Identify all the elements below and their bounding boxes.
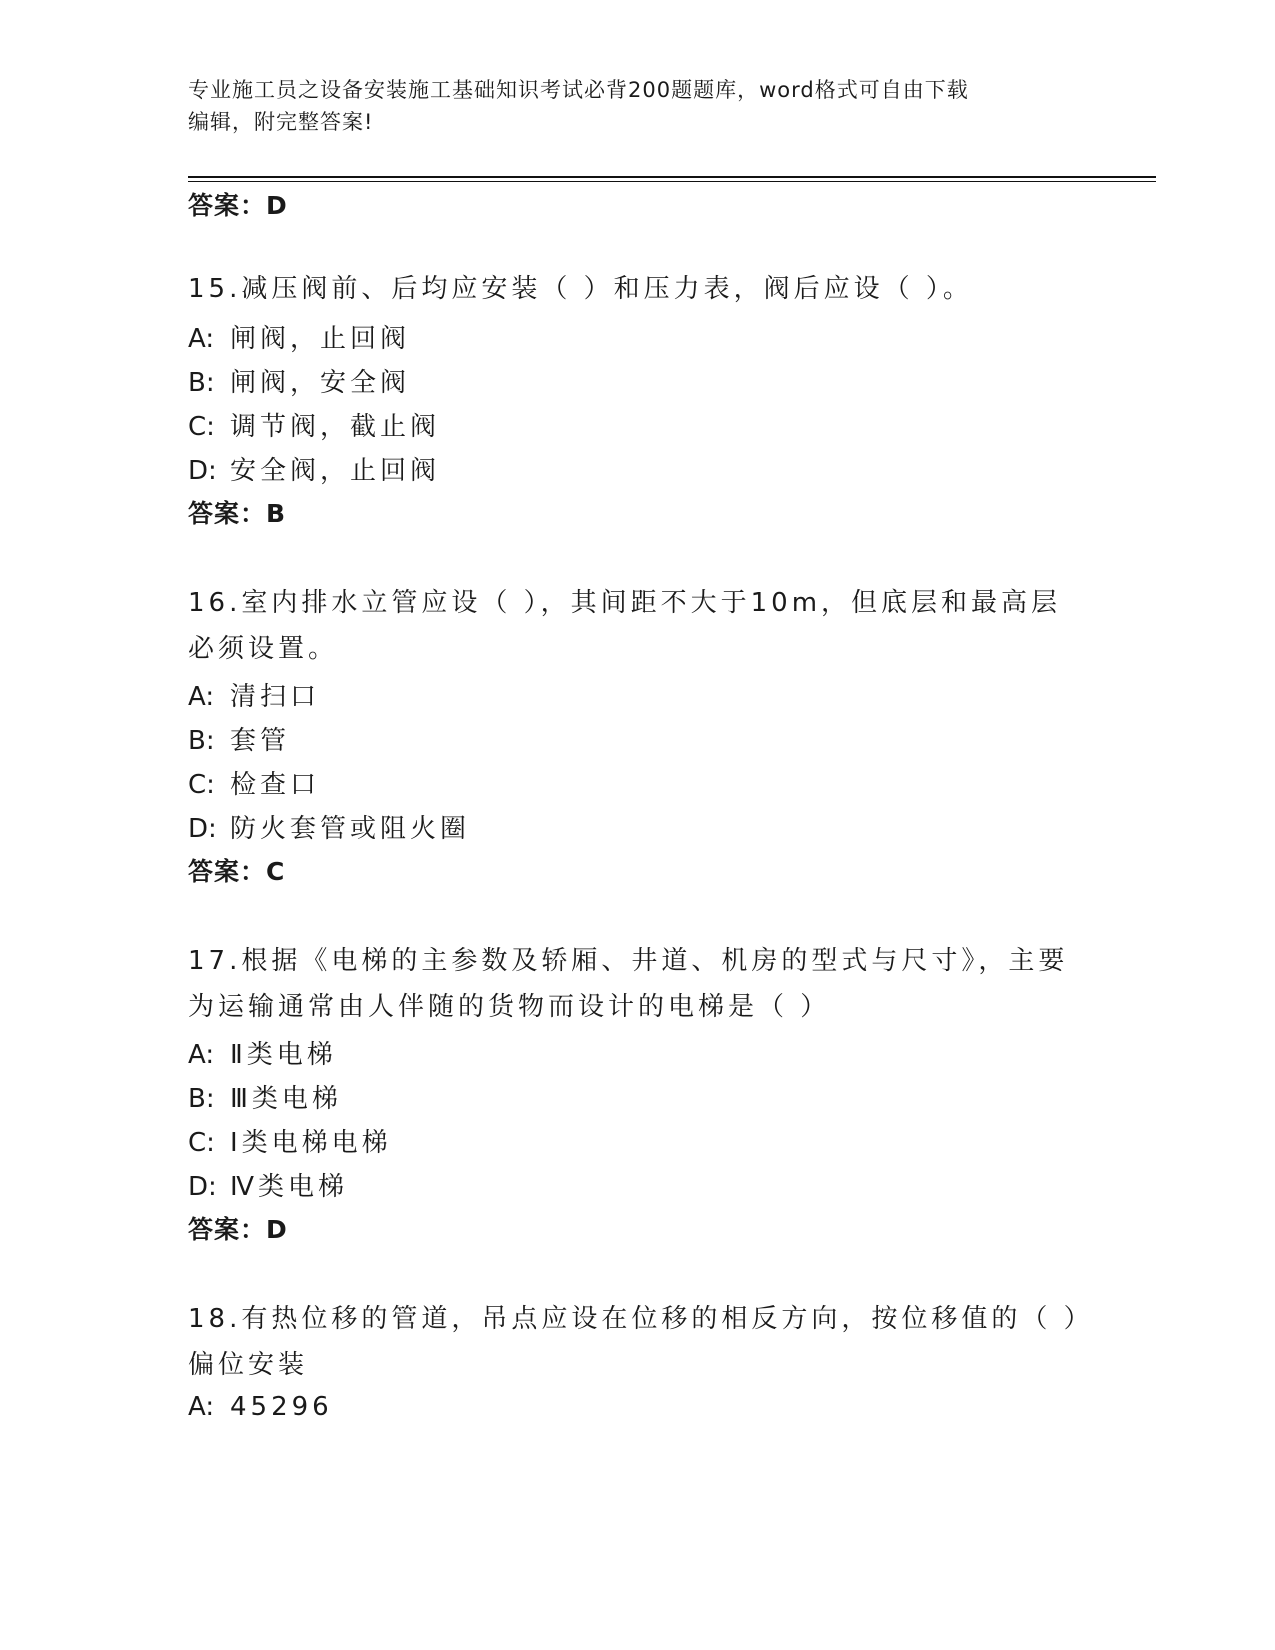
question-17-option-c: C: Ⅰ类电梯电梯 [188,1128,392,1158]
header-line-2: 编辑，附完整答案! [188,110,374,134]
question-16-option-b: B: 套管 [188,726,291,756]
question-17-option-d: D: Ⅳ类电梯 [188,1172,348,1202]
answer-14: 答案：D [188,191,288,220]
question-15-option-a: A: 闸阀，止回阀 [188,324,411,354]
question-17-answer: 答案：D [188,1215,288,1244]
question-16-answer: 答案：C [188,857,286,886]
question-18-text: 18.有热位移的管道，吊点应设在位移的相反方向，按位移值的（ ）偏位安装 [188,1304,1081,1380]
question-16-option-c: C: 检查口 [188,770,321,800]
question-16-option-d: D: 防火套管或阻火圈 [188,814,471,844]
header-rule [188,176,1156,178]
question-16-text: 16.室内排水立管应设（ ），其间距不大于10m，但底层和最高层必须设置。 [188,588,1062,664]
question-16-option-a: A: 清扫口 [188,682,321,712]
question-15-text: 15.减压阀前、后均应安装（ ）和压力表，阀后应设（ ）。 [188,274,973,304]
question-17-option-b: B: Ⅲ类电梯 [188,1084,342,1114]
document-header [188,74,1088,138]
question-15-answer: 答案：B [188,499,287,528]
header-line-1: 专业施工员之设备安装施工基础知识考试必背200题题库，word格式可自由下载 [188,78,969,102]
header-rule-thin [188,181,1156,182]
question-15-option-c: C: 调节阀，截止阀 [188,412,441,442]
question-15-option-b: B: 闸阀，安全阀 [188,368,411,398]
question-17-option-a: A: Ⅱ类电梯 [188,1040,337,1070]
question-18-option-a: A: 45296 [188,1392,333,1422]
question-17-text: 17.根据《电梯的主参数及轿厢、井道、机房的型式与尺寸》，主要为运输通常由人伴随的货物而设计的电梯是（ ） [188,946,1069,1022]
question-15-option-d: D: 安全阀，止回阀 [188,456,441,486]
